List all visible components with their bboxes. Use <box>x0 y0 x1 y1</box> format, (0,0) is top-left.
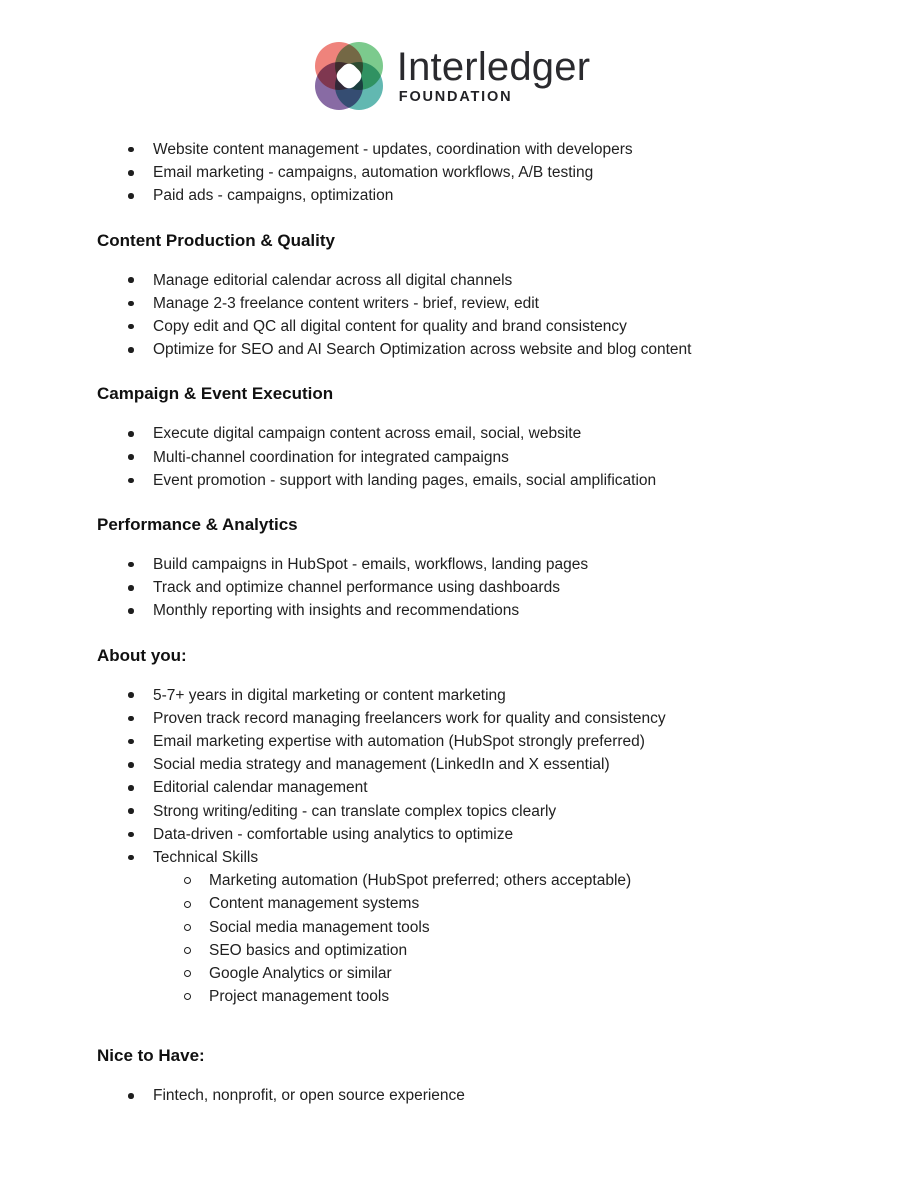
section-heading: Content Production & Quality <box>97 230 335 250</box>
bullet-item: Monthly reporting with insights and recommendations <box>97 599 864 622</box>
bullet-item: Technical Skills <box>97 846 864 869</box>
document-section <box>97 230 864 362</box>
interledger-ring-icon <box>314 41 384 111</box>
bullet-item: Copy edit and QC all digital content for quality and brand consistency <box>97 315 864 338</box>
document-section <box>97 514 864 623</box>
bullet-item: Data-driven - comfortable using analytics to optimize <box>97 823 864 846</box>
document-section <box>97 1045 864 1107</box>
bullet-item: Strong writing/editing - can translate complex topics clearly <box>97 800 864 823</box>
brand-subtitle: FOUNDATION <box>398 89 513 106</box>
bullet-item: Social media strategy and management (LinkedIn and X essential) <box>97 753 864 776</box>
bullet-list <box>97 553 864 623</box>
section-heading: Campaign & Event Execution <box>97 384 334 404</box>
logo-text <box>397 47 590 105</box>
bullet-item: Website content management - updates, coordination with developers <box>97 138 864 161</box>
document-section <box>97 645 864 1009</box>
bullet-item: Execute digital campaign content across email, social, website <box>97 422 864 445</box>
sub-bullet-item: Project management tools <box>97 985 864 1008</box>
sub-bullet-item: Social media management tools <box>97 916 864 939</box>
bullet-item: Fintech, nonprofit, or open source experience <box>97 1084 864 1107</box>
bullet-item: Multi-channel coordination for integrated campaigns <box>97 446 864 469</box>
bullet-item: Email marketing expertise with automation (HubSpot strongly preferred) <box>97 730 864 753</box>
bullet-item: Track and optimize channel performance using dashboards <box>97 576 864 599</box>
bullet-list <box>97 684 864 1009</box>
bullet-list <box>97 422 864 492</box>
sub-bullet-item: Google Analytics or similar <box>97 962 864 985</box>
bullet-item: Event promotion - support with landing pages, emails, social amplification <box>97 469 864 492</box>
bullet-list <box>97 269 864 362</box>
bullet-item: Manage 2-3 freelance content writers - brief, review, edit <box>97 292 864 315</box>
bullet-item: Proven track record managing freelancers work for quality and consistency <box>97 707 864 730</box>
document-body <box>0 112 904 1108</box>
sub-bullet-item: Content management systems <box>97 892 864 915</box>
bullet-item: Paid ads - campaigns, optimization <box>97 184 864 207</box>
section-heading: Performance & Analytics <box>97 515 298 535</box>
bullet-item: Email marketing - campaigns, automation workflows, A/B testing <box>97 161 864 184</box>
brand-name: Interledger <box>396 45 591 90</box>
section-heading: Nice to Have: <box>97 1046 205 1066</box>
sub-bullet-item: SEO basics and optimization <box>97 939 864 962</box>
bullet-item: Editorial calendar management <box>97 776 864 799</box>
bullet-item: 5-7+ years in digital marketing or content marketing <box>97 684 864 707</box>
sub-bullet-item: Marketing automation (HubSpot preferred; others acceptable) <box>97 869 864 892</box>
bullet-list <box>97 1084 864 1107</box>
section-heading: About you: <box>97 645 187 665</box>
bullet-item: Build campaigns in HubSpot - emails, workflows, landing pages <box>97 553 864 576</box>
logo <box>0 0 904 112</box>
bullet-item: Manage editorial calendar across all digital channels <box>97 269 864 292</box>
document-section <box>97 138 864 208</box>
document-section <box>97 383 864 492</box>
bullet-item: Optimize for SEO and AI Search Optimization across website and blog content <box>97 338 864 361</box>
bullet-list <box>97 138 864 208</box>
